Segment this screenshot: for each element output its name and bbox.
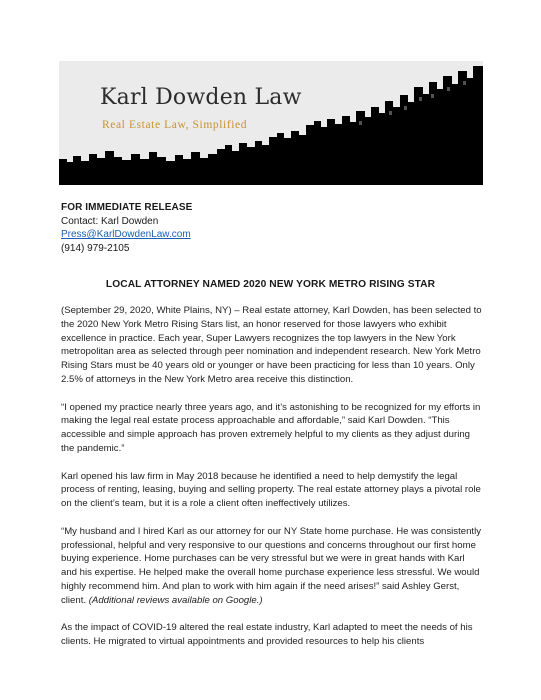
release-label: FOR IMMEDIATE RELEASE [61,202,193,213]
email-link[interactable]: Press@KarlDowdenLaw.com [61,229,191,240]
paragraph-quote-dowden: “I opened my practice nearly three years ago, and it’s astonishing to be recognized for my efforts in making the legal real estate process approachable and affordable,” said Karl Dowden. “This accessible and simple approach has proven extremely helpful to my clients as they adjust during the pandemic.” [61,401,481,454]
contact-line: Contact: Karl Dowden [61,215,159,227]
reviews-note: (Additional reviews available on Google.) [88,594,263,606]
contact-block [61,201,192,255]
press-release-headline: LOCAL ATTORNEY NAMED 2020 NEW YORK METRO RISING STAR [105,279,436,290]
firm-name: Karl Dowden Law [100,85,302,110]
firm-tagline: Real Estate Law, Simplified [102,119,248,131]
paragraph-background: Karl opened his law firm in May 2018 because he identified a need to help demystify the legal process of renting, leasing, buying and selling property. The real estate attorney plays a pivotal role on the client’s team, but it is a role a client often ineffectively utilizes. [61,470,481,510]
paragraph-client-testimonial [61,525,482,608]
letterhead-banner [59,61,483,185]
press-release-body [61,304,482,663]
paragraph-covid: As the impact of COVID-19 altered the real estate industry, Karl adapted to meet the needs of his clients. He migrated to virtual appointments and provided resources to help his clients [61,622,473,648]
testimonial-text: “My husband and I hired Karl as our attorney for our NY State home purchase. He was consistently professional, helpful and very responsive to our questions and concerns throughout our first home buying experience. Home purchases can be very stressful but we were in great hands with Karl and his expertise. He helped make the overall home purchase experience less stressful. We would highly recommend him. And plan to work with him again if the need arises!” said Ashley Gerst, client. [61,525,482,606]
paragraph-intro: (September 29, 2020, White Plains, NY) – Real estate attorney, Karl Dowden, has been selected to the 2020 New York Metro Rising Stars list, an honor reserved for those lawyers who exhibit excellence in practice. Each year, Super Lawyers recognizes the top lawyers in the New York metropolitan area as selected through peer nomination and independent research. New York Metro Rising Stars must be 40 years old or younger or have been practicing for less than 10 years. Only 2.5% of attorneys in the New York Metro area receive this distinction. [61,305,482,385]
phone-number: (914) 979-2105 [61,242,130,254]
